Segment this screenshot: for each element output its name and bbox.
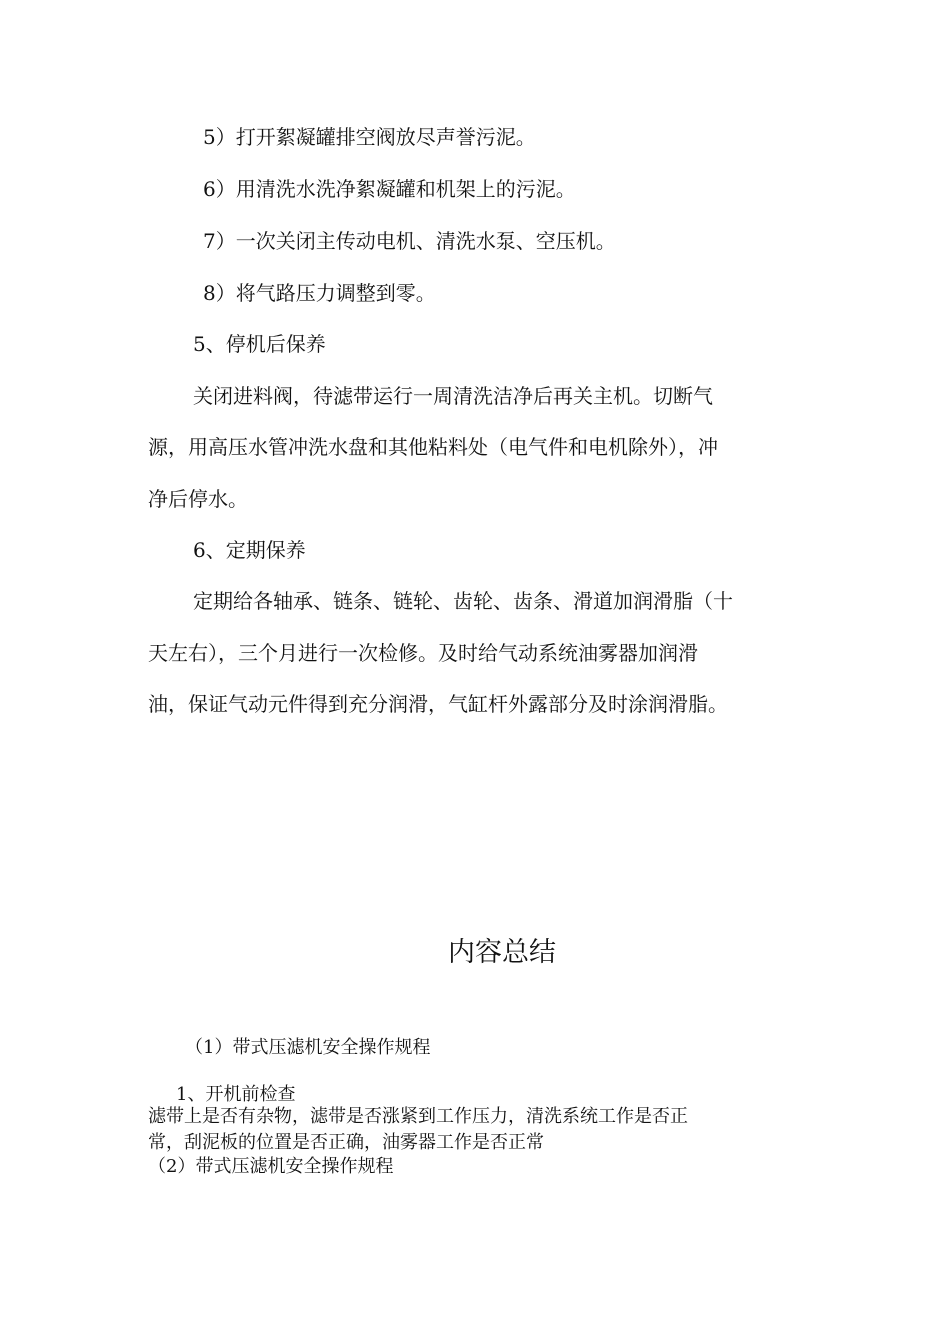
step-6: 6）用清洗水洗净絮凝罐和机架上的污泥。: [203, 177, 576, 201]
summary-title: 内容总结: [448, 937, 556, 968]
check-heading: 1、开机前检查: [176, 1084, 296, 1105]
section6-heading: 6、定期保养: [193, 538, 306, 562]
check-line: 常，刮泥板的位置是否正确，油雾器工作是否正常: [148, 1132, 544, 1153]
summary-item-2: （2）带式压滤机安全操作规程: [148, 1156, 394, 1177]
summary-item-1: （1）带式压滤机安全操作规程: [185, 1037, 431, 1058]
step-8: 8）将气路压力调整到零。: [203, 281, 436, 305]
section5-line: 源，用高压水管冲洗水盘和其他粘料处（电气件和电机除外），冲: [148, 435, 718, 459]
step-7: 7）一次关闭主传动电机、清洗水泵、空压机。: [203, 229, 616, 253]
check-line: 滤带上是否有杂物，滤带是否涨紧到工作压力，清洗系统工作是否正: [148, 1106, 688, 1127]
section6-line: 油，保证气动元件得到充分润滑，气缸杆外露部分及时涂润滑脂。: [148, 692, 728, 716]
section5-line: 关闭进料阀，待滤带运行一周清洗洁净后再关主机。切断气: [193, 384, 713, 408]
section5-line: 净后停水。: [148, 487, 248, 511]
section6-line: 定期给各轴承、链条、链轮、齿轮、齿条、滑道加润滑脂（十: [193, 589, 733, 613]
section5-heading: 5、停机后保养: [193, 332, 326, 356]
section6-line: 天左右），三个月进行一次检修。及时给气动系统油雾器加润滑: [148, 641, 698, 665]
step-5: 5）打开絮凝罐排空阀放尽声誉污泥。: [203, 125, 536, 149]
